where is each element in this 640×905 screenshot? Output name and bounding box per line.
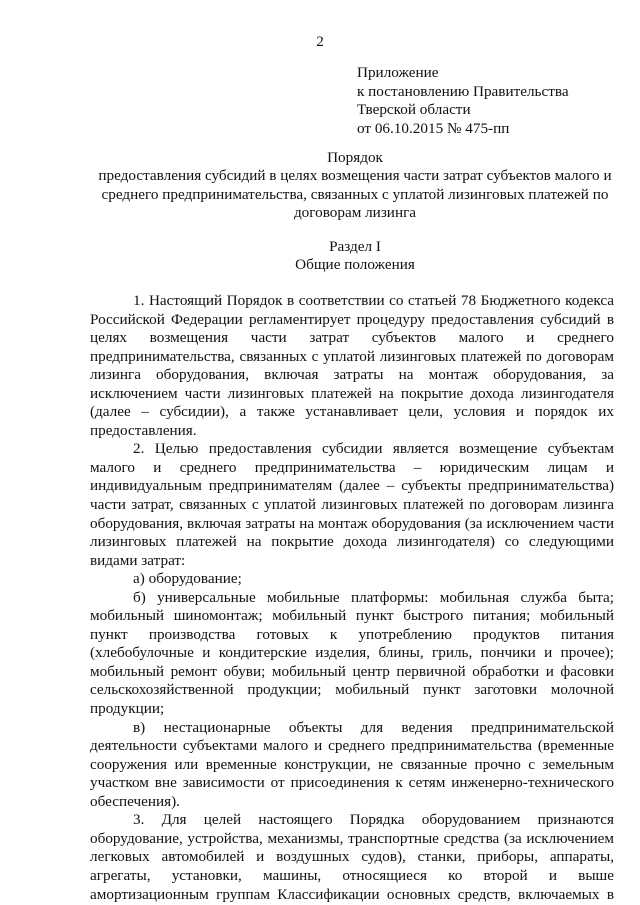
paragraph-3: 3. Для целей настоящего Порядка оборудованием признаются оборудование, устройства, механизмы, транспортные средства (за исключением легковых автомобилей и воздушных судов), станки, приборы, аппараты, агрегаты, установки, машины, относящиеся ко второй и выше амортизационным группам Классификации основных средств, включаемых в: [90, 811, 614, 903]
title-line: предоставления субсидий в целях возмещения части затрат субъектов малого и: [98, 167, 612, 185]
title-line: Порядок: [327, 149, 383, 166]
list-item-b: б) универсальные мобильные платформы: мобильная служба быта; мобильный шиномонтаж; мобильный пункт быстрого питания; мобильный пункт производства готовых к употреблению продуктов питания (хлебобулочные и кондитерские изделия, блины, гриль, пончики и прочее); мобильный ремонт обуви; мобильный центр первичной обработки и фасовки сельскохозяйственной продукции; мобильный пункт заготовки молочной продукции;: [90, 588, 614, 718]
paragraph-2: 2. Целью предоставления субсидии является возмещение субъектам малого и среднего предпринимательства – юридическим лицам и индивидуальным предпринимателям (далее – субъекты предпринимательства) части затрат, связанных с уплатой лизинговых платежей по договорам лизинга оборудования, включая затраты на монтаж оборудования (за исключением части лизинговых платежей на покрытие дохода лизингодателя) со следующими видами затрат:: [90, 440, 614, 569]
section-number: Раздел I: [329, 238, 381, 255]
section-title: Общие положения: [295, 256, 415, 274]
list-item-a: а) оборудование;: [133, 570, 242, 588]
appendix-line: к постановлению Правительства: [357, 82, 569, 100]
page-number: 2: [316, 33, 324, 50]
appendix-header: [357, 64, 569, 138]
appendix-line: Приложение: [357, 64, 439, 81]
appendix-line: от 06.10.2015 № 475-пп: [357, 119, 510, 137]
appendix-line: Тверской области: [357, 101, 471, 119]
paragraph-1: 1. Настоящий Порядок в соответствии со статьей 78 Бюджетного кодекса Российской Федерации регламентирует процедуру предоставления субсидий в целях возмещения части затрат субъектов малого и среднего предпринимательства, связанных с уплатой лизинговых платежей по договорам лизинга оборудования, включая затраты на монтаж оборудования, за исключением части лизинговых платежей на покрытие дохода лизингодателя (далее – субсидии), а также устанавливает цели, условия и порядок их предоставления.: [90, 292, 614, 439]
title-line: договорам лизинга: [293, 204, 417, 222]
title-line: среднего предпринимательства, связанных с уплатой лизинговых платежей по: [101, 185, 609, 203]
list-item-c: в) нестационарные объекты для ведения предпринимательской деятельности субъектами малого и среднего предпринимательства (временные сооружения или временные конструкции, не связанные прочно с земельным участком вне зависимости от присоединения к сетям инженерно-технического обеспечения).: [90, 718, 614, 810]
section-heading: [90, 238, 620, 275]
document-body: [90, 292, 614, 904]
document-title: [90, 149, 620, 223]
